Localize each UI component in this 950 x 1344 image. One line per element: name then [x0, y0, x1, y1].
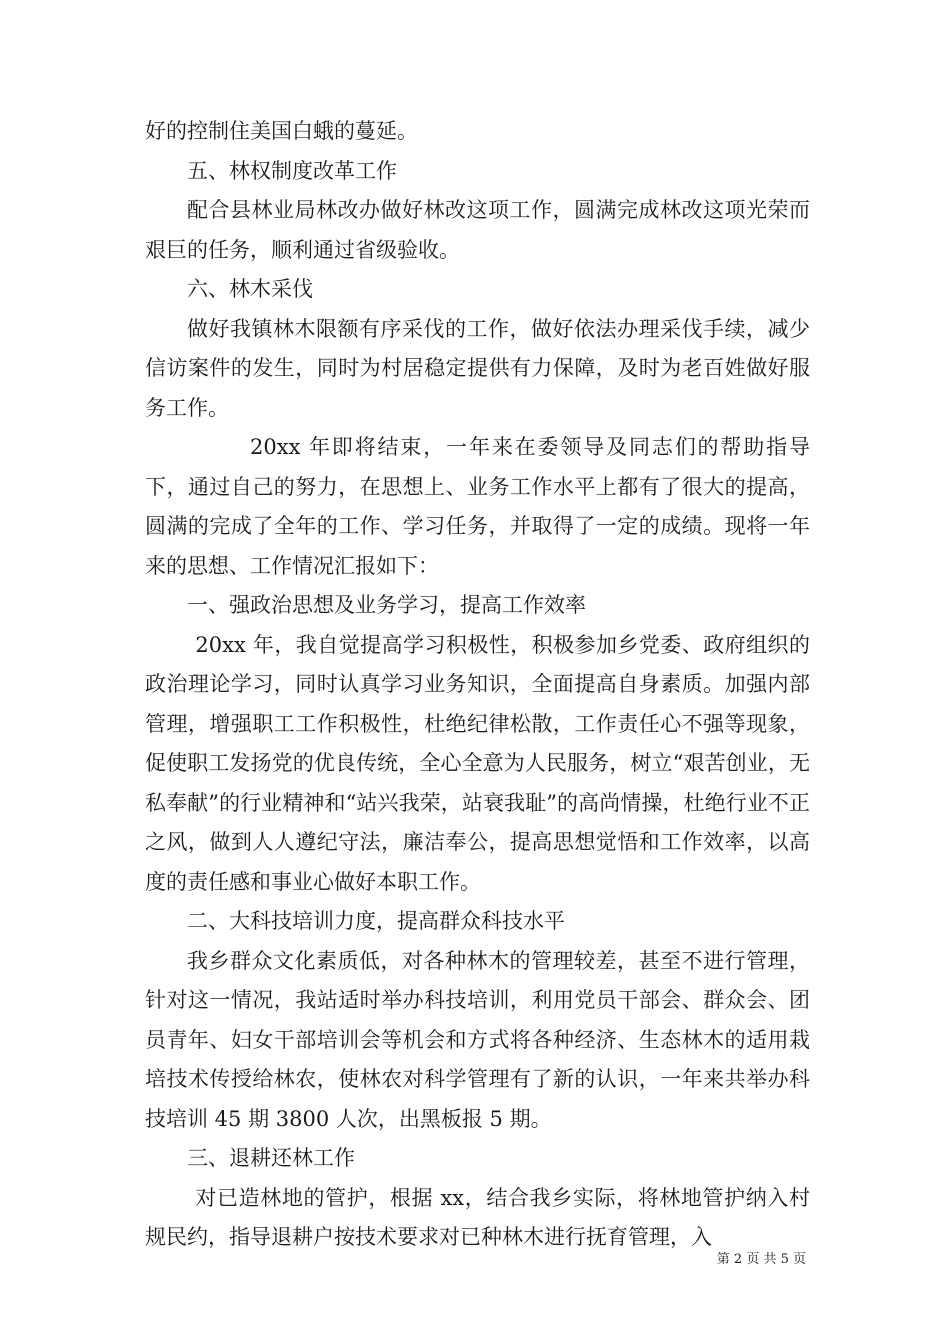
section-heading-2: 二、大科技培训力度，提高群众科技水平	[187, 909, 565, 933]
page-number: 第 2 页 共 5 页	[716, 1252, 806, 1267]
paragraph-reforestation: 对已造林地的管护，根据 xx，结合我乡实际，将林地管护纳入村规民约，指导退耕户按技术要求对已种林木进行抚育管理，入	[145, 1185, 810, 1249]
document-body	[145, 112, 810, 1258]
paragraph-year-summary: 20xx 年即将结束，一年来在委领导及同志们的帮助指导下，通过自己的努力，在思想上、业务工作水平上都有了很大的提高，圆满的完成了全年的工作、学习任务，并取得了一定的成绩。现将一年来的思想、工作情况汇报如下：	[145, 435, 810, 578]
section-heading-3: 三、退耕还林工作	[187, 1146, 355, 1170]
section-heading-1: 一、强政治思想及业务学习，提高工作效率	[187, 593, 586, 617]
paragraph-political-study: 20xx 年，我自觉提高学习积极性，积极参加乡党委、政府组织的政治理论学习，同时认真学习业务知识，全面提高自身素质。加强内部管理，增强职工工作积极性，杜绝纪律松散，工作责任心不强等现象，促使职工发扬党的优良传统，全心全意为人民服务，树立“艰苦创业，无私奉献”的行业精神和“站兴我荣，站衰我耻”的高尚情操，杜绝行业不正之风，做到人人遵纪守法，廉洁奉公，提高思想觉悟和工作效率，以高度的责任感和事业心做好本职工作。	[145, 632, 810, 894]
paragraph-forest-reform: 配合县林业局林改办做好林改这项工作，圆满完成林改这项光荣而艰巨的任务，顺利通过省级验收。	[145, 198, 810, 262]
paragraph-tech-training: 我乡群众文化素质低，对各种林木的管理较差，甚至不进行管理，针对这一情况，我站适时举办科技培训，利用党员干部会、群众会、团员青年、妇女干部培训会等机会和方式将各种经济、生态林木的适用栽培技术传授给林农，使林农对科学管理有了新的认识，一年来共举办科技培训 45 期 3800 人次，出黑板报 5 期。	[145, 948, 810, 1131]
section-heading-5: 五、林权制度改革工作	[187, 158, 397, 183]
section-heading-6: 六、林木采伐	[187, 277, 313, 301]
paragraph-logging: 做好我镇林木限额有序采伐的工作，做好依法办理采伐手续，减少信访案件的发生，同时为村居稳定提供有力保障，及时为老百姓做好服务工作。	[145, 316, 810, 420]
paragraph-continuation: 好的控制住美国白蛾的蔓延。	[145, 119, 418, 143]
